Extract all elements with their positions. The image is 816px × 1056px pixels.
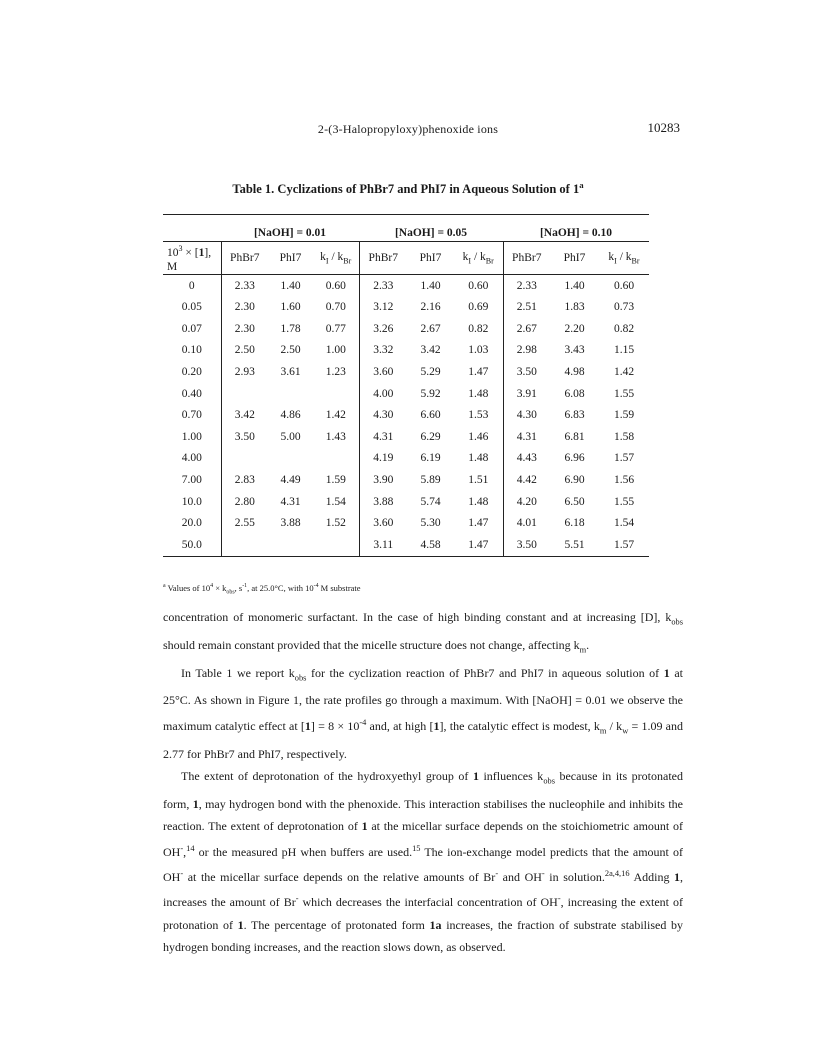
table-cell: 4.86 (280, 409, 301, 422)
table-cell: 4.43 (503, 448, 550, 470)
table-body (163, 274, 649, 556)
table-cell: 5.30 (420, 517, 441, 530)
table-cell: 3.88 (280, 517, 301, 530)
table-cell: 4.49 (280, 473, 301, 486)
table-cell: 5.00 (280, 430, 301, 443)
table-cell: 5.89 (420, 473, 441, 486)
table-cell: 1.40 (564, 279, 585, 292)
table-cell: 4.30 (503, 404, 550, 426)
table-row (163, 318, 649, 340)
table-cell: 0.60 (325, 279, 346, 292)
row-concentration-cell: 0.70 (181, 409, 202, 422)
table-row (163, 534, 649, 556)
table-cell: 1.60 (280, 301, 301, 314)
table-cell: 1.42 (613, 366, 635, 378)
table-cell: 1.48 (468, 387, 489, 400)
table-cell: 2.67 (420, 322, 441, 335)
col-head-ratio: $k_I / k_{Br}$ (454, 242, 503, 275)
table-cell: 3.43 (564, 344, 585, 357)
table-cell: 6.83 (564, 409, 585, 422)
cyclization-table (163, 214, 649, 557)
running-title: 2-(3-Halopropyloxy)phenoxide ions (317, 122, 499, 136)
row-concentration-cell: 0.05 (181, 301, 202, 314)
table-row (163, 361, 649, 383)
row-concentration-cell: 0.07 (181, 322, 202, 335)
table-cell: 1.57 (599, 534, 649, 556)
table-cell: 6.60 (420, 409, 441, 422)
table-cell: 1.78 (280, 322, 301, 335)
table-row (163, 426, 649, 448)
table-cell: 1.40 (420, 279, 441, 292)
table-cell: 2.67 (503, 318, 550, 340)
table-cell: 1.57 (613, 452, 635, 465)
col-head-phi7: PhI7 (268, 242, 313, 275)
table-cell: 6.19 (420, 452, 441, 465)
row-concentration-cell: 1.00 (181, 430, 202, 443)
table-cell: 1.83 (564, 301, 585, 314)
table-footnote: $^a$ Values of $10^4 \times k_{obs}$, $s^{-1}$, at 25.0°C, with $10^{-4}$ M substrate (163, 583, 361, 596)
col-head-concentration: $10^3 \times [1]$, M (163, 242, 221, 275)
table-cell: 1.40 (280, 279, 301, 292)
table-cell: 0.70 (325, 301, 346, 314)
table-cell: 5.29 (420, 366, 441, 378)
table-cell: 1.47 (468, 366, 489, 378)
table-cell (313, 448, 359, 470)
row-concentration-cell: 10.0 (181, 495, 202, 508)
paragraph-3: The extent of deprotonation of the hydroxyethyl group of 1 influences $k_{obs}$ because in its protonated form, 1, may hydrogen bond with the phenoxide. This interaction stabilises the nucleophile and inhibits the reaction. The extent of deprotonation of 1 at the micellar surface depends on the stoichiometric amount of OH-,$^{14}$ or the measured pH when buffers are used.$^{15}$ The ion-exchange model predicts that the amount of OH- at the micellar surface depends on the relative amounts of Br- and OH- in solution.$^{2a,4,16}$ Adding 1, increases the amount of Br- which decreases the interfacial concentration of OH-, increasing the extent of protonation of 1. The percentage of protonated form 1a increases, the fraction of substrate stabilised by hydrogen bonding increases, and the reaction slows down, as observed. (163, 769, 684, 955)
table-cell: 2.51 (503, 296, 550, 318)
table-cell: 1.55 (613, 495, 635, 508)
table-cell: 1.48 (468, 452, 489, 465)
table-cell: 0.60 (613, 279, 635, 292)
table-cell: 3.61 (280, 366, 301, 378)
table-cell: 4.00 (359, 383, 407, 405)
table-cell: 5.92 (420, 387, 441, 400)
col-head-phi7: PhI7 (550, 242, 599, 275)
table-cell: 2.83 (221, 469, 268, 491)
table-cell: 0.69 (468, 301, 489, 314)
table-cell: 4.58 (407, 534, 454, 556)
table-cell: 3.42 (420, 344, 441, 357)
table-cell: 3.50 (503, 361, 550, 383)
table-row (163, 274, 649, 296)
page-number: 10283 (647, 120, 680, 135)
table-cell: 1.56 (613, 473, 635, 486)
paragraph-2: In Table 1 we report $k_{obs}$ for the cyclization reaction of PhBr7 and PhI7 in aqueous solution of 1 at 25°C. As shown in Figure 1, the rate profiles go through a maximum. With [NaOH] = 0.01 we observe the maximum catalytic effect at $[1] = 8 \times 10^{-4}$ and, at high [1], the catalytic effect is modest, $k_m / k_w = 1.09$ and 2.77 for PhBr7 and PhI7, respectively. (163, 665, 683, 761)
table-cell: 1.54 (613, 517, 635, 530)
table-cell: 0.82 (613, 322, 635, 335)
table-cell: 6.50 (564, 495, 585, 508)
table-cell (221, 383, 268, 405)
table-cell: 0.77 (325, 322, 346, 335)
table-cell: 3.60 (359, 512, 407, 534)
col-head-ratio: $k_I / k_{Br}$ (313, 242, 359, 275)
table-cell: 2.30 (221, 296, 268, 318)
table-cell: 2.50 (280, 344, 301, 357)
table-cell: 1.53 (468, 409, 489, 422)
row-concentration-cell: 4.00 (181, 452, 202, 465)
table-caption (0, 180, 816, 197)
table-row (163, 404, 649, 426)
row-concentration-cell: 0.40 (181, 387, 202, 400)
table-cell: 2.80 (221, 491, 268, 513)
table-cell: 3.88 (359, 491, 407, 513)
table-row (163, 448, 649, 470)
table-cell: 4.30 (359, 404, 407, 426)
table-cell: 6.90 (564, 473, 585, 486)
row-concentration-cell: 7.00 (181, 473, 202, 486)
col-head-phi7: PhI7 (407, 242, 454, 275)
table-cell: 4.20 (503, 491, 550, 513)
table-cell: 3.60 (359, 361, 407, 383)
body-text (163, 606, 683, 959)
group-header-naoh-001: [NaOH] = 0.01 (221, 215, 359, 242)
table-cell: 2.16 (420, 301, 441, 314)
col-head-phbr7: PhBr7 (221, 242, 268, 275)
table-row (163, 491, 649, 513)
table-cell: 2.93 (221, 361, 268, 383)
table-cell: 1.43 (325, 430, 346, 443)
table-cell: 1.46 (468, 430, 489, 443)
table-cell: 1.23 (325, 366, 346, 378)
row-concentration-cell: 0 (188, 279, 195, 292)
table-cell: 5.74 (420, 495, 441, 508)
table-row (163, 383, 649, 405)
table-cell: 1.59 (325, 473, 346, 486)
table-cell: 3.42 (221, 404, 268, 426)
table-cell (313, 534, 359, 556)
table-cell: 1.42 (325, 409, 346, 422)
table-cell: 3.12 (359, 296, 407, 318)
table-cell: 6.96 (564, 452, 585, 465)
table-cell: 3.32 (359, 340, 407, 362)
table-cell: 2.33 (503, 274, 550, 296)
table-cell: 1.58 (613, 430, 635, 443)
table-cell: 4.98 (564, 366, 585, 378)
table-row (163, 512, 649, 534)
table-cell: 6.29 (420, 430, 441, 443)
table-cell: 2.55 (221, 512, 268, 534)
table-caption-marker: a (579, 180, 584, 190)
group-header-naoh-005: [NaOH] = 0.05 (359, 215, 503, 242)
table-cell: 3.50 (503, 534, 550, 556)
table-cell: 1.51 (468, 473, 489, 486)
table-cell: 4.31 (359, 426, 407, 448)
table-cell: 1.03 (468, 344, 489, 357)
col-head-phbr7: PhBr7 (503, 242, 550, 275)
group-header-naoh-010: [NaOH] = 0.10 (503, 215, 649, 242)
row-concentration-cell: 50.0 (163, 534, 221, 556)
table-row (163, 296, 649, 318)
table-cell: 2.50 (221, 340, 268, 362)
table-cell: 0.73 (613, 301, 635, 314)
table-cell: 4.42 (503, 469, 550, 491)
row-concentration-cell: 0.10 (181, 344, 202, 357)
table-cell: 4.31 (503, 426, 550, 448)
table-cell (221, 534, 268, 556)
table-cell: 1.47 (454, 534, 503, 556)
table-cell: 1.15 (613, 344, 635, 357)
table-cell: 2.33 (221, 274, 268, 296)
col-head-phbr7: PhBr7 (359, 242, 407, 275)
table-cell (268, 383, 313, 405)
table-cell: 3.26 (359, 318, 407, 340)
table-cell: 6.18 (564, 517, 585, 530)
table-caption-text: Table 1. Cyclizations of PhBr7 and PhI7 in Aqueous Solution of 1 (232, 182, 580, 197)
table-cell: 6.81 (564, 430, 585, 443)
table-cell: 4.01 (503, 512, 550, 534)
table-cell: 2.98 (503, 340, 550, 362)
table-cell (268, 448, 313, 470)
table-cell: 1.55 (613, 387, 635, 400)
table-cell: 5.51 (550, 534, 599, 556)
table-cell: 3.50 (221, 426, 268, 448)
table-cell: 3.11 (359, 534, 407, 556)
table-cell: 2.33 (359, 274, 407, 296)
table-cell: 6.08 (564, 387, 585, 400)
paragraph-1: concentration of monomeric surfactant. In the case of high binding constant and at increasing [D], $k_{obs}$ should remain constant provided that the micelle structure does not change, affecting $k_m$. (163, 610, 683, 655)
table-cell: 2.30 (221, 318, 268, 340)
table-cell: 0.82 (468, 322, 489, 335)
table-cell: 1.54 (325, 495, 346, 508)
table-cell: 1.52 (325, 517, 346, 530)
table-cell (268, 534, 313, 556)
table-row (163, 340, 649, 362)
group-spacer (163, 215, 221, 242)
table-cell: 3.91 (503, 383, 550, 405)
row-concentration-cell: 0.20 (181, 366, 202, 378)
table-cell: 1.00 (325, 344, 346, 357)
table-cell: 3.90 (359, 469, 407, 491)
table-cell: 1.48 (468, 495, 489, 508)
table-cell: 1.59 (613, 409, 635, 422)
table-cell: 4.19 (359, 448, 407, 470)
table-cell (313, 383, 359, 405)
col-head-ratio: $k_I / k_{Br}$ (599, 242, 649, 275)
table-row (163, 469, 649, 491)
table-cell: 4.31 (280, 495, 301, 508)
row-concentration-cell: 20.0 (181, 517, 202, 530)
table-cell (221, 448, 268, 470)
table-cell: 2.20 (564, 322, 585, 335)
table-cell: 1.47 (468, 517, 489, 530)
table-cell: 0.60 (468, 279, 489, 292)
